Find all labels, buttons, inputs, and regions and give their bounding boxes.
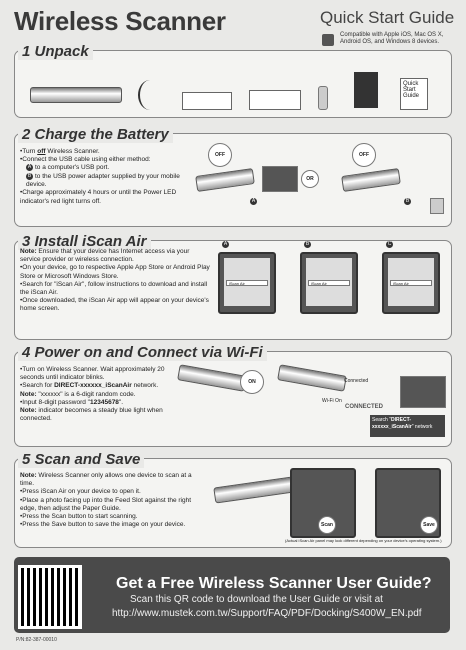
or-badge: OR [301,170,319,188]
calibration-paper-image [249,90,301,110]
wifi-on-label: Wi-Fi On [322,398,342,404]
pouch-image [182,92,232,110]
charge-instructions: • Turn off Wireless Scanner. • Connect the USB cable using either method: A to a computer's USB port. B to the USB power adapter supplied by your mobile device. • Charge approximately 4 hours or until the Power LED indicator's red light turns off. [20,148,190,206]
method-b-badge: B [405,198,410,204]
method-a-badge: A [251,198,256,204]
usb-cable-image [138,80,162,110]
carrier-sleeve-image [354,72,378,108]
laptop-image [262,166,298,192]
user-guide-link[interactable]: http://www.mustek.com.tw/Support/FAQ/PDF/Docking/S400W_EN.pdf [112,608,422,619]
compatibility-note: Compatible with Apple iOS, Mac OS X, Android OS, and Windows 8 devices. [340,32,444,45]
scan-caption: (Actual iScan Air panel may look different depending on your device's operating system.) [285,538,442,543]
usb-adapter-image [318,86,328,110]
power-outlet-icon [430,198,444,214]
phone-windows-store: iScan Air [382,252,440,314]
heading-scan: 5 Scan and Save [18,451,144,468]
phone-play-store: iScan Air [300,252,358,314]
quick-start-card-image: Quick Start Guide [400,78,428,110]
devices-image [400,376,446,408]
qr-code-icon[interactable] [18,565,82,629]
store-c-badge: C [387,241,392,247]
guide-title: Quick Start Guide [320,8,455,27]
connected-big-label: CONNECTED [345,404,384,410]
compatible-devices-icon [322,34,334,46]
part-number: P/N:82-387-00010 [16,637,57,643]
off-badge-b: OFF [352,143,376,167]
heading-wifi: 4 Power on and Connect via Wi-Fi [18,344,267,361]
store-a-badge: A [223,241,228,247]
user-guide-instruction: Scan this QR code to download the User Guide or visit at [130,594,383,605]
page-title: Wireless Scanner [14,6,226,36]
search-network-callout: Search "DIRECT-xxxxxx_iScanAir" network [370,415,445,437]
heading-install: 3 Install iScan Air [18,233,151,250]
heading-charge: 2 Charge the Battery [18,126,173,143]
connected-label: Connected [344,378,369,384]
on-badge: ON [240,370,264,394]
scanner-image [30,87,122,103]
phone-apple-store: iScan Air [218,252,276,314]
user-guide-title: Get a Free Wireless Scanner User Guide? [116,575,432,592]
off-badge-a: OFF [208,143,232,167]
save-button[interactable]: Save [420,516,438,534]
install-instructions: Note: Ensure that your device has Internet access via your service provider or wireless connection. • On your device, go to respective Apple App Store or Android Play Store or Microsoft Windows Store. • Search for "iScan Air", follow instructions to download and install the iScan Air. • Once downloaded, the iScan Air app will appear on your device's home screen. [20,248,210,314]
scan-instructions: Note: Wireless Scanner only allows one device to scan at a time. • Press iScan Air on your device to open it. • Place a photo facing up into the Feed Slot against the right edge, then adjust the Paper Guide. • Press the Scan button to start scanning. • Press the Save button to save the image on your device. [20,472,206,529]
section-unpack [14,50,452,118]
scan-button[interactable]: Scan [318,516,336,534]
heading-unpack: 1 Unpack [18,43,93,60]
wifi-instructions: • Turn on Wireless Scanner. Wait approximately 20 seconds until indicator blinks. • Search for DIRECT-xxxxxx_iScanAir network. Note: "xxxxxx" is a 6-digit random code. • Input 8-digit password "12345678". Note: indicator becomes a steady blue light when connected. [20,366,175,423]
store-b-badge: B [305,241,310,247]
